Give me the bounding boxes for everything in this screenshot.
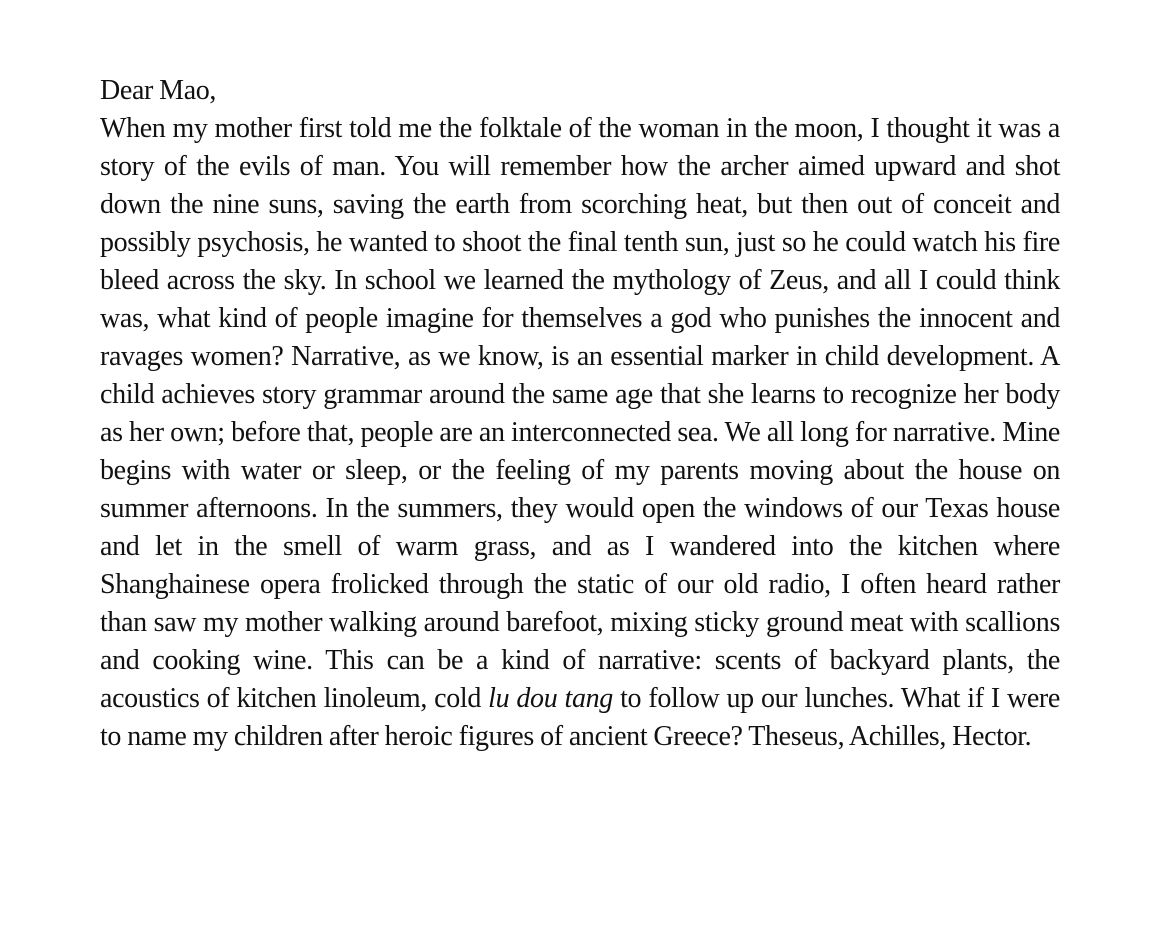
italic-phrase: lu dou tang <box>488 683 613 714</box>
letter <box>100 72 1060 756</box>
letter-body <box>100 110 1060 756</box>
body-text-part-2: to follow up our lunches. What if I were to name my children after heroic figures of ancient Greece? Theseus, Achilles, Hector. <box>100 683 1060 752</box>
salutation: Dear Mao, <box>100 75 217 106</box>
body-text-part-1: When my mother first told me the folktale of the woman in the moon, I thought it was a story of the evils of man. You will remember how the archer aimed upward and shot down the nine suns, saving the earth from scorching heat, but then out of conceit and possibly psychosis, he wanted to shoot the final tenth sun, just so he could watch his fire bleed across the sky. In school we learned the mythology of Zeus, and all I could think was, what kind of people imagine for themselves a god who punishes the innocent and ravages women? Narrative, as we know, is an essential marker in child development. A child achieves story grammar around the same age that she learns to recognize her body as her own; before that, people are an interconnected sea. We all long for narrative. Mine begins with water or sleep, or the feeling of my parents moving about the house on summer afternoons. In the summers, they would open the windows of our Texas house and let in the smell of warm grass, and as I wandered into the kitchen where Shanghainese opera frolicked through the static of our old radio, I often heard rather than saw my mother walking around barefoot, mixing sticky ground meat with scallions and cooking wine. This can be a kind of narrative: scents of backyard plants, the acoustics of kitchen linoleum, cold <box>100 113 1060 714</box>
